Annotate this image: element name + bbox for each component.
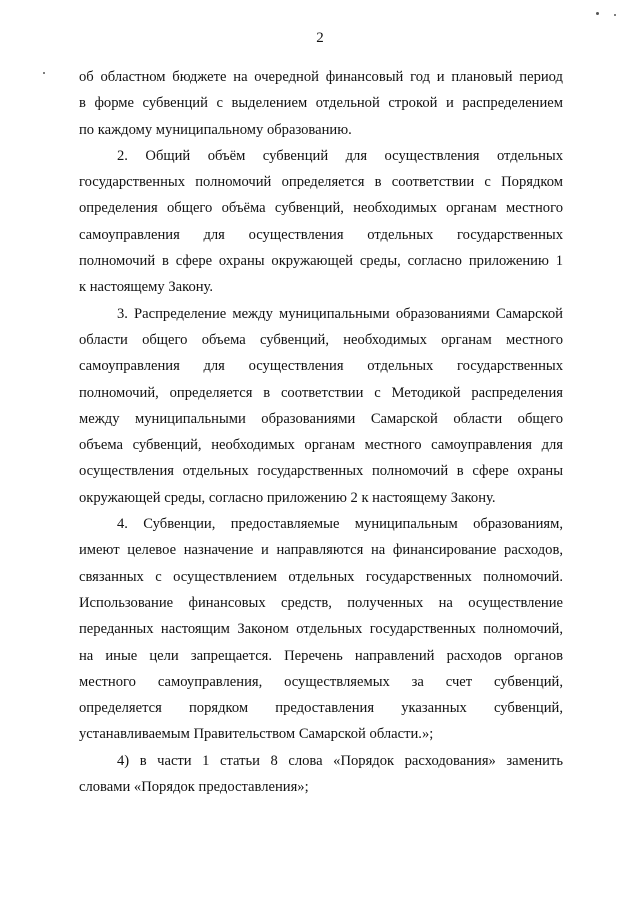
paragraph-line: 4. Субвенции, предоставляемые муниципальным образованиям, [117,516,563,533]
page-number: 2 [316,30,324,46]
paragraph-line: об областном бюджете на очередной финансовый год и плановый период [79,69,563,85]
paragraph-line: 4) в части 1 статьи 8 слова «Порядок расходования» заменить [117,752,563,769]
paragraph-line: осуществления отдельных государственных полномочий в сфере охраны [79,463,563,480]
paragraph-line: определения общего объёма субвенций, необходимых органам местного [79,200,563,217]
scan-speck [43,72,45,74]
paragraph-line: на иные цели запрещается. Перечень направлений расходов органов [79,647,563,664]
paragraph-line: государственных полномочий определяется в соответствии с Порядком [79,174,563,191]
paragraph-4 [79,511,563,748]
paragraph-line: к настоящему Закону. [79,279,214,296]
paragraph-line: полномочий, определяется в соответствии с Методикой распределения [79,384,563,401]
document-body [79,64,563,800]
scan-speck [614,14,616,16]
paragraph-2 [79,143,563,301]
paragraph-line: между муниципальными образованиями Самарской области общего [79,410,563,427]
paragraph-line: определяется порядком предоставления указанных субвенций, [79,700,563,717]
paragraph-line: переданных настоящим Законом отдельных государственных полномочий, [79,621,563,638]
paragraph-line: полномочий в сфере охраны окружающей среды, согласно приложению 1 [79,253,563,270]
paragraph-line: имеют целевое назначение и направляются на финансирование расходов, [79,542,563,559]
paragraph-line: устанавливаемым Правительством Самарской области.»; [79,726,434,743]
paragraph-line: окружающей среды, согласно приложению 2 к настоящему Закону. [79,489,496,506]
paragraph-line: объема субвенций, необходимых органам местного самоуправления для [79,437,563,454]
paragraph-line: словами «Порядок предоставления»; [79,779,309,796]
paragraph-line: 2. Общий объём субвенций для осуществления отдельных [117,147,563,164]
paragraph-line: самоуправления для осуществления отдельных государственных [79,226,563,243]
paragraph-line: самоуправления для осуществления отдельных государственных [79,358,563,375]
paragraph-1 [79,64,563,143]
paragraph-line: по каждому муниципальному образованию. [79,121,352,138]
scan-speck [596,12,599,15]
paragraph-5 [79,748,563,801]
paragraph-line: местного самоуправления, осуществляемых за счет субвенций, [79,673,563,690]
paragraph-line: 3. Распределение между муниципальными образованиями Самарской [117,305,563,322]
paragraph-line: в форме субвенций с выделением отдельной строкой и распределением [79,95,563,112]
paragraph-3 [79,301,563,511]
paragraph-line: области общего объема субвенций, необходимых органам местного [79,331,563,348]
paragraph-line: связанных с осуществлением отдельных государственных полномочий. [79,568,563,585]
paragraph-line: Использование финансовых средств, полученных на осуществление [79,594,563,611]
